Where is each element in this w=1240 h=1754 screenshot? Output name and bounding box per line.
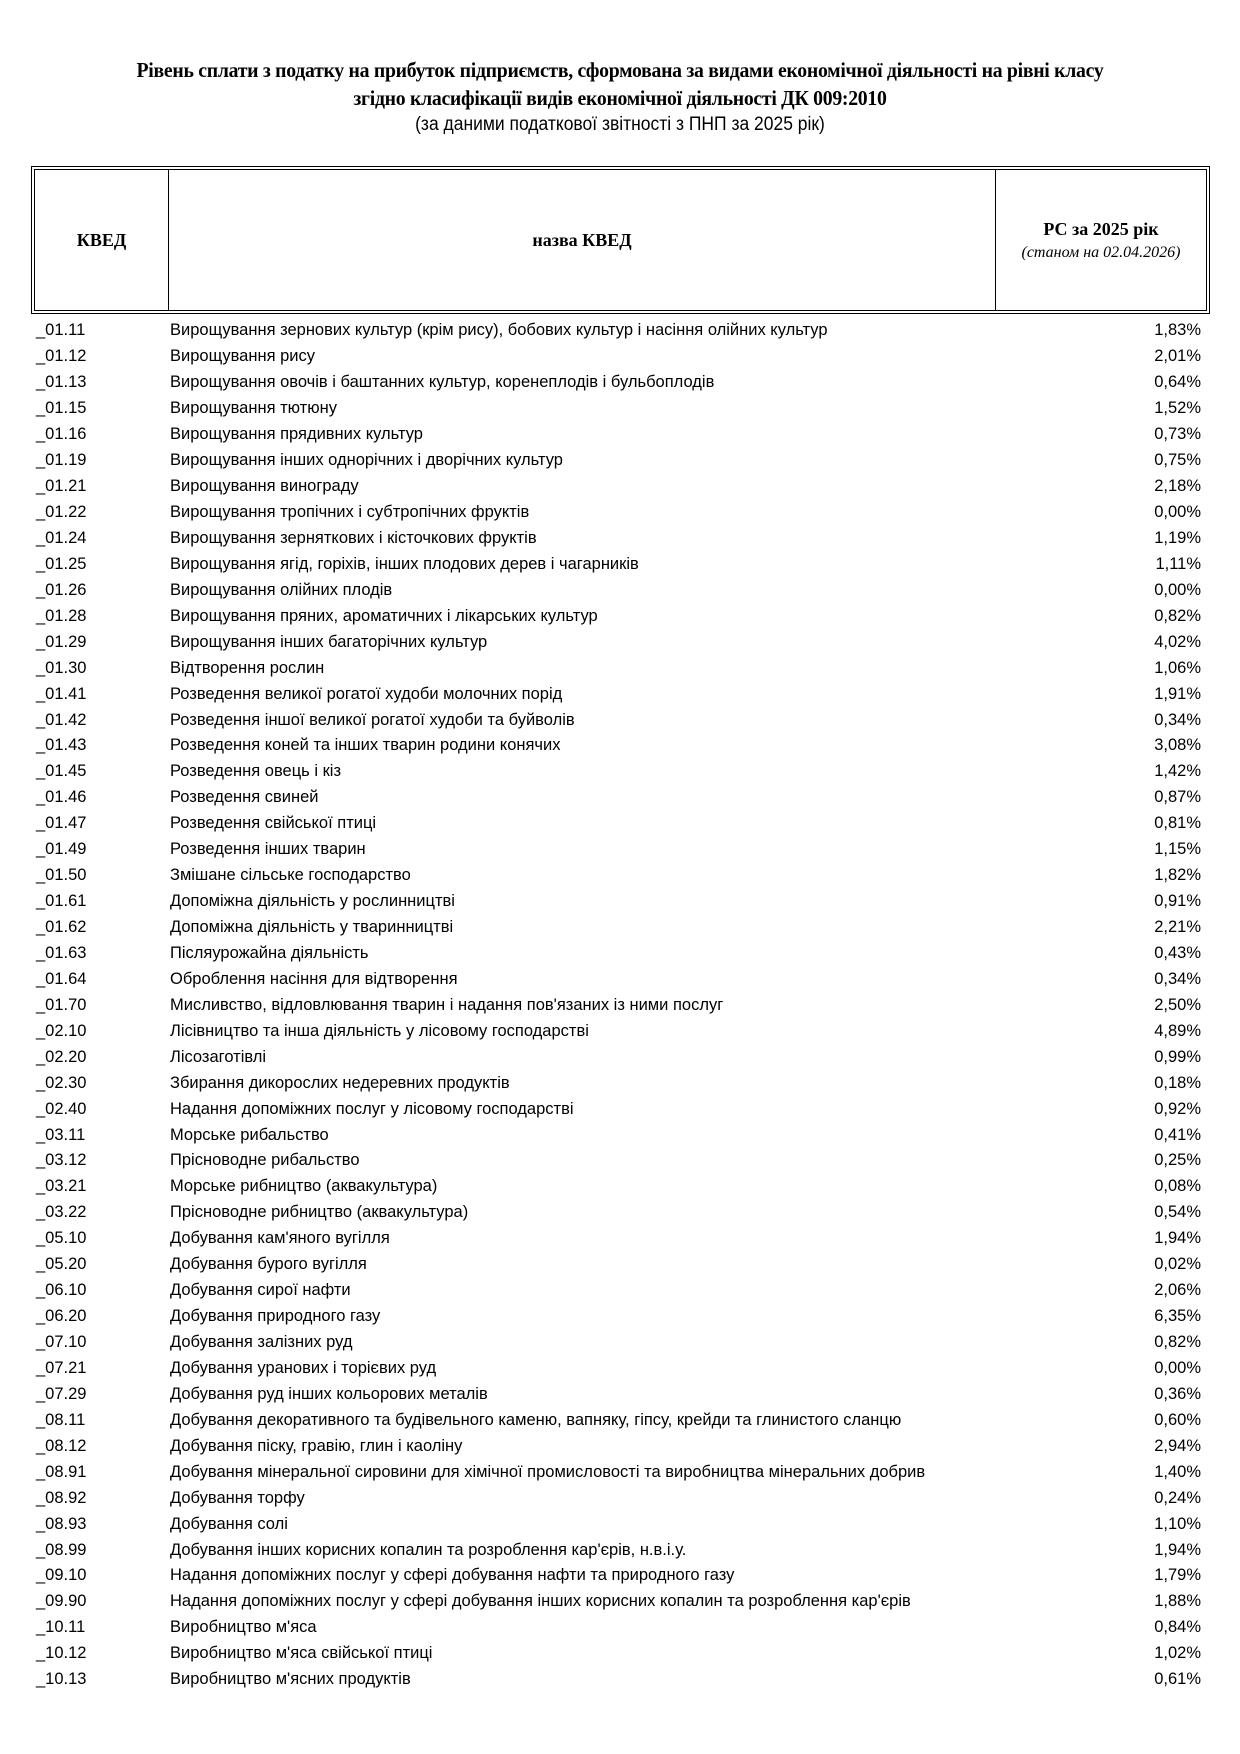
header-value-note: (станом на 02.04.2026) <box>1021 243 1181 261</box>
table-row <box>31 1330 1210 1356</box>
kved-name: Вирощування пряних, ароматичних і лікарських культур <box>170 606 598 625</box>
kved-name: Розведення свиней <box>170 788 319 807</box>
tax-rate-value: 0,99% <box>1154 1047 1201 1066</box>
kved-code: _01.43 <box>36 736 87 755</box>
tax-rate-value: 0,02% <box>1154 1255 1201 1274</box>
tax-rate-value: 0,43% <box>1154 943 1201 962</box>
table-row <box>31 889 1210 915</box>
tax-rate-value: 0,24% <box>1154 1488 1201 1507</box>
document-title-line-2: згідно класифікації видів економічної діяльності ДК 009:2010 <box>353 86 887 110</box>
kved-name: Добування кам'яного вугілля <box>170 1229 390 1248</box>
kved-code: _07.21 <box>36 1358 87 1377</box>
tax-rate-value: 1,19% <box>1154 528 1201 547</box>
tax-rate-value: 1,42% <box>1154 762 1201 781</box>
kved-code: _10.12 <box>36 1644 87 1663</box>
kved-name: Надання допоміжних послуг у сфері добування інших корисних копалин та розроблення кар'єрів <box>170 1592 911 1611</box>
kved-code: _06.20 <box>36 1307 87 1326</box>
kved-name: Добування бурого вугілля <box>170 1255 367 1274</box>
kved-code: _01.25 <box>36 554 87 573</box>
tax-rate-value: 1,79% <box>1154 1566 1201 1585</box>
tax-rate-value: 1,52% <box>1154 399 1201 418</box>
tax-rate-value: 0,25% <box>1154 1151 1201 1170</box>
table-row <box>31 1537 1210 1563</box>
header-cell-code <box>35 170 169 310</box>
kved-name: Лісівництво та інша діяльність у лісовому господарстві <box>170 1021 589 1040</box>
kved-name: Вирощування інших однорічних і дворічних культур <box>170 451 563 470</box>
kved-code: _01.21 <box>36 477 87 496</box>
tax-rate-value: 0,91% <box>1154 892 1201 911</box>
kved-code: _01.61 <box>36 892 87 911</box>
tax-rate-value: 0,34% <box>1154 969 1201 988</box>
table-row <box>31 1407 1210 1433</box>
table-row <box>31 966 1210 992</box>
kved-name: Прісноводне рибальство <box>170 1151 360 1170</box>
kved-code: _01.50 <box>36 866 87 885</box>
tax-rate-value: 1,88% <box>1154 1592 1201 1611</box>
tax-rate-value: 0,73% <box>1154 425 1201 444</box>
tax-rate-value: 0,00% <box>1154 503 1201 522</box>
table-row <box>31 863 1210 889</box>
kved-name: Збирання дикорослих недеревних продуктів <box>170 1073 510 1092</box>
tax-rate-value: 1,02% <box>1154 1644 1201 1663</box>
table-row <box>31 1278 1210 1304</box>
kved-code: _01.47 <box>36 814 87 833</box>
table-row <box>31 1381 1210 1407</box>
tax-rate-value: 0,36% <box>1154 1384 1201 1403</box>
kved-name: Післяурожайна діяльність <box>170 943 369 962</box>
tax-rate-value: 0,81% <box>1154 814 1201 833</box>
tax-rate-value: 0,60% <box>1154 1410 1201 1429</box>
kved-code: _01.49 <box>36 840 87 859</box>
kved-code: _01.24 <box>36 528 87 547</box>
kved-code: _08.92 <box>36 1488 87 1507</box>
kved-name: Добування декоративного та будівельного каменю, вапняку, гіпсу, крейди та глинистого сланцю <box>170 1410 902 1429</box>
kved-code: _01.29 <box>36 632 87 651</box>
table-row <box>31 759 1210 785</box>
kved-name: Мисливство, відловлювання тварин і надання пов'язаних із ними послуг <box>170 995 724 1014</box>
kved-name: Змішане сільське господарство <box>170 866 411 885</box>
kved-code: _10.11 <box>36 1618 86 1637</box>
table-body <box>31 318 1210 1693</box>
kved-name: Виробництво м'ясних продуктів <box>170 1670 411 1689</box>
table-row <box>31 1174 1210 1200</box>
table-row <box>31 1304 1210 1330</box>
kved-name: Надання допоміжних послуг у сфері добування нафти та природного газу <box>170 1566 735 1585</box>
kved-code: _08.91 <box>36 1462 87 1481</box>
table-row <box>31 1148 1210 1174</box>
kved-name: Лісозаготівлі <box>170 1047 267 1066</box>
kved-code: _09.90 <box>36 1592 87 1611</box>
table-row <box>31 785 1210 811</box>
table-row <box>31 707 1210 733</box>
tax-rate-value: 1,94% <box>1154 1540 1201 1559</box>
tax-rate-value: 0,54% <box>1154 1203 1201 1222</box>
kved-name: Допоміжна діяльність у тваринництві <box>170 918 454 937</box>
tax-rate-value: 0,08% <box>1154 1177 1201 1196</box>
document-subtitle: (за даними податкової звітності з ПНП за 2025 рік) <box>415 114 825 135</box>
tax-rate-value: 0,00% <box>1154 580 1201 599</box>
table-row <box>31 1459 1210 1485</box>
table-row <box>31 1096 1210 1122</box>
tax-rate-value: 1,10% <box>1154 1514 1201 1533</box>
document-title-line-1: Рівень сплати з податку на прибуток підприємств, сформована за видами економічної діяльності на рівні класу <box>136 58 1104 82</box>
table-row <box>31 629 1210 655</box>
kved-name: Оброблення насіння для відтворення <box>170 969 458 988</box>
tax-rate-value: 0,84% <box>1154 1618 1201 1637</box>
kved-code: _01.41 <box>36 684 87 703</box>
tax-rate-value: 4,02% <box>1154 632 1201 651</box>
table-row <box>31 655 1210 681</box>
kved-name: Розведення великої рогатої худоби молочних порід <box>170 684 563 703</box>
table-row <box>31 344 1210 370</box>
kved-code: _01.62 <box>36 918 87 937</box>
tax-rate-value: 0,34% <box>1154 710 1201 729</box>
kved-name: Вирощування тропічних і субтропічних фруктів <box>170 503 530 522</box>
tax-rate-value: 0,82% <box>1154 1333 1201 1352</box>
kved-code: _01.30 <box>36 658 87 677</box>
header-cell-value <box>996 170 1206 310</box>
table-row <box>31 811 1210 837</box>
tax-rate-value: 2,50% <box>1154 995 1201 1014</box>
kved-code: _03.22 <box>36 1203 87 1222</box>
table-row <box>31 941 1210 967</box>
table-row <box>31 1200 1210 1226</box>
kved-code: _01.63 <box>36 943 87 962</box>
table-row <box>31 681 1210 707</box>
table-row <box>31 318 1210 344</box>
tax-rate-value: 1,11% <box>1155 554 1201 573</box>
table-row <box>31 1641 1210 1667</box>
table-row <box>31 1356 1210 1382</box>
table-row <box>31 396 1210 422</box>
kved-code: _10.13 <box>36 1670 87 1689</box>
tax-rate-value: 0,82% <box>1154 606 1201 625</box>
tax-rate-value: 6,35% <box>1154 1307 1201 1326</box>
kved-code: _01.13 <box>36 373 87 392</box>
table-row <box>31 1589 1210 1615</box>
kved-code: _01.70 <box>36 995 87 1014</box>
kved-name: Добування природного газу <box>170 1307 381 1326</box>
kved-name: Добування інших корисних копалин та розроблення кар'єрів, н.в.і.у. <box>170 1540 687 1559</box>
kved-code: _01.28 <box>36 606 87 625</box>
kved-name: Добування торфу <box>170 1488 305 1507</box>
kved-code: _01.12 <box>36 347 87 366</box>
tax-rate-value: 2,06% <box>1154 1281 1201 1300</box>
kved-code: _01.64 <box>36 969 87 988</box>
tax-rate-value: 1,91% <box>1154 684 1201 703</box>
kved-name: Морське рибництво (аквакультура) <box>170 1177 438 1196</box>
kved-name: Добування руд інших кольорових металів <box>170 1384 488 1403</box>
kved-code: _02.30 <box>36 1073 87 1092</box>
kved-name: Вирощування рису <box>170 347 315 366</box>
kved-code: _08.11 <box>36 1410 86 1429</box>
kved-name: Вирощування зерняткових і кісточкових фруктів <box>170 528 537 547</box>
tax-rate-value: 1,06% <box>1154 658 1201 677</box>
table-header <box>31 166 1210 314</box>
kved-name: Прісноводне рибництво (аквакультура) <box>170 1203 469 1222</box>
tax-rate-value: 2,94% <box>1154 1436 1201 1455</box>
kved-name: Виробництво м'яса <box>170 1618 317 1637</box>
kved-code: _01.16 <box>36 425 87 444</box>
kved-name: Добування залізних руд <box>170 1333 353 1352</box>
tax-rate-value: 0,64% <box>1154 373 1201 392</box>
kved-name: Добування піску, гравію, глин і каоліну <box>170 1436 463 1455</box>
tax-rate-value: 1,82% <box>1154 866 1201 885</box>
kved-code: _03.11 <box>36 1125 86 1144</box>
table-row <box>31 603 1210 629</box>
table-row <box>31 500 1210 526</box>
kved-code: _09.10 <box>36 1566 87 1585</box>
kved-name: Добування сирої нафти <box>170 1281 351 1300</box>
table-row <box>31 1252 1210 1278</box>
kved-name: Вирощування ягід, горіхів, інших плодових дерев і чагарників <box>170 554 639 573</box>
tax-rate-value: 1,83% <box>1154 321 1201 340</box>
kved-code: _01.22 <box>36 503 87 522</box>
table-row <box>31 1615 1210 1641</box>
table-row <box>31 370 1210 396</box>
table-row <box>31 992 1210 1018</box>
table-row <box>31 1122 1210 1148</box>
kved-name: Добування мінеральної сировини для хімічної промисловості та виробництва мінеральних добрив <box>170 1462 926 1481</box>
table-row <box>31 915 1210 941</box>
table-row <box>31 1511 1210 1537</box>
header-code-label: КВЕД <box>76 229 127 250</box>
table-row <box>31 474 1210 500</box>
kved-code: _02.40 <box>36 1099 87 1118</box>
tax-rate-value: 1,15% <box>1154 840 1201 859</box>
table-row <box>31 1226 1210 1252</box>
kved-code: _05.20 <box>36 1255 87 1274</box>
table-row <box>31 1018 1210 1044</box>
kved-name: Вирощування тютюну <box>170 399 337 418</box>
tax-rate-value: 0,00% <box>1154 1358 1201 1377</box>
tax-rate-value: 2,21% <box>1154 918 1201 937</box>
table-row <box>31 1044 1210 1070</box>
kved-name: Надання допоміжних послуг у лісовому господарстві <box>170 1099 574 1118</box>
header-cell-name <box>169 170 996 310</box>
table-row <box>31 577 1210 603</box>
kved-code: _03.12 <box>36 1151 87 1170</box>
header-value-label: РС за 2025 рік <box>1043 218 1159 239</box>
table-row <box>31 448 1210 474</box>
kved-name: Виробництво м'яса свійської птиці <box>170 1644 433 1663</box>
table-row <box>31 1070 1210 1096</box>
kved-name: Вирощування олійних плодів <box>170 580 393 599</box>
kved-code: _07.29 <box>36 1384 87 1403</box>
tax-rate-value: 4,89% <box>1154 1021 1201 1040</box>
kved-code: _05.10 <box>36 1229 87 1248</box>
table-row <box>31 1667 1210 1693</box>
table-row <box>31 551 1210 577</box>
kved-name: Розведення іншої великої рогатої худоби та буйволів <box>170 710 575 729</box>
table-row <box>31 733 1210 759</box>
kved-code: _01.26 <box>36 580 87 599</box>
kved-code: _01.19 <box>36 451 87 470</box>
kved-name: Добування солі <box>170 1514 288 1533</box>
kved-code: _01.45 <box>36 762 87 781</box>
header-name-label: назва КВЕД <box>532 229 632 250</box>
tax-rate-value: 0,18% <box>1154 1073 1201 1092</box>
kved-name: Розведення овець і кіз <box>170 762 342 781</box>
kved-name: Розведення коней та інших тварин родини конячих <box>170 736 561 755</box>
kved-name: Вирощування винограду <box>170 477 359 496</box>
table-row <box>31 422 1210 448</box>
kved-name: Відтворення рослин <box>170 658 325 677</box>
kved-name: Вирощування овочів і баштанних культур, коренеплодів і бульбоплодів <box>170 373 715 392</box>
table-row <box>31 1563 1210 1589</box>
kved-code: _02.10 <box>36 1021 87 1040</box>
kved-code: _01.42 <box>36 710 87 729</box>
kved-code: _03.21 <box>36 1177 87 1196</box>
tax-rate-value: 0,61% <box>1154 1670 1201 1689</box>
tax-rate-value: 0,75% <box>1154 451 1201 470</box>
kved-code: _02.20 <box>36 1047 87 1066</box>
kved-name: Добування уранових і торієвих руд <box>170 1358 437 1377</box>
document-header <box>0 56 1240 138</box>
kved-name: Допоміжна діяльність у рослинництві <box>170 892 455 911</box>
tax-rate-value: 0,92% <box>1154 1099 1201 1118</box>
kved-code: _08.12 <box>36 1436 87 1455</box>
tax-rate-value: 0,87% <box>1154 788 1201 807</box>
table-row <box>31 837 1210 863</box>
kved-code: _06.10 <box>36 1281 87 1300</box>
kved-name: Вирощування зернових культур (крім рису), бобових культур і насіння олійних культур <box>170 321 828 340</box>
kved-code: _08.99 <box>36 1540 87 1559</box>
kved-name: Вирощування прядивних культур <box>170 425 423 444</box>
kved-code: _07.10 <box>36 1333 87 1352</box>
kved-code: _08.93 <box>36 1514 87 1533</box>
kved-name: Розведення інших тварин <box>170 840 366 859</box>
kved-name: Морське рибальство <box>170 1125 329 1144</box>
kved-name: Розведення свійської птиці <box>170 814 377 833</box>
tax-rate-value: 0,41% <box>1154 1125 1201 1144</box>
tax-rate-value: 2,18% <box>1154 477 1201 496</box>
kved-code: _01.46 <box>36 788 87 807</box>
tax-rate-value: 1,94% <box>1154 1229 1201 1248</box>
kved-name: Вирощування інших багаторічних культур <box>170 632 488 651</box>
kved-code: _01.11 <box>36 321 86 340</box>
tax-rate-value: 3,08% <box>1154 736 1201 755</box>
tax-rate-value: 1,40% <box>1154 1462 1201 1481</box>
table-row <box>31 1433 1210 1459</box>
table-row <box>31 1485 1210 1511</box>
kved-code: _01.15 <box>36 399 87 418</box>
table-row <box>31 526 1210 552</box>
tax-rate-value: 2,01% <box>1154 347 1201 366</box>
